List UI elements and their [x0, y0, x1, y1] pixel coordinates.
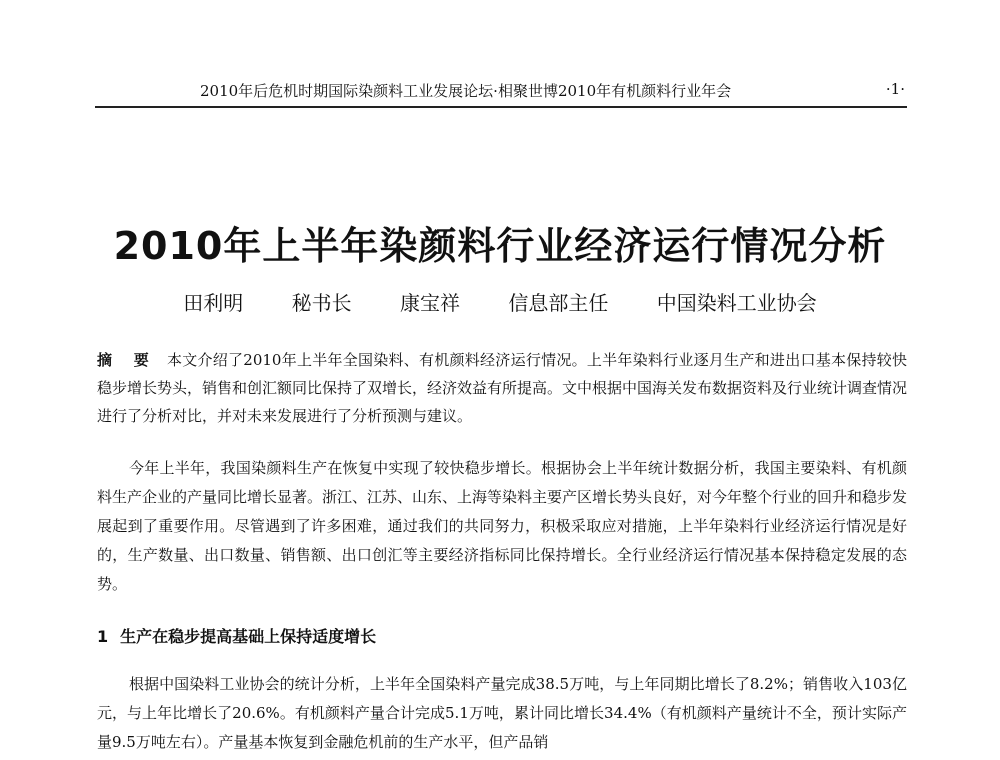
body-paragraph: 今年上半年，我国染颜料生产在恢复中实现了较快稳步增长。根据协会上半年统计数据分析，我国主要染料、有机颜料生产企业的产量同比增长显著。浙江、江苏、山东、上海等染料主要产区增长势头良好，对今年整个行业的回升和稳步发展起到了重要作用。尽管遇到了许多困难，通过我们的共同努力，积极采取应对措施，上半年染料行业经济运行情况是好的，生产数量、出口数量、销售额、出口创汇等主要经济指标同比保持增长。全行业经济运行情况基本保持稳定发展的态势。: [97, 459, 908, 593]
author-role: 秘书长: [291, 291, 352, 315]
author-line: [0, 287, 1000, 316]
section-number: 1: [97, 627, 109, 646]
running-title: 2010年后危机时期国际染颜料工业发展论坛·相聚世博2010年有机颜料行业年会: [200, 82, 732, 100]
section-title: 生产在稳步提高基础上保持适度增长: [120, 627, 377, 646]
body-paragraph: 根据中国染料工业协会的统计分析，上半年全国染料产量完成38.5万吨，与上年同期比增长了8.2%；销售收入103亿元，与上年比增长了20.6%。有机颜料产量合计完成5.1万吨，累计同比增长34.4%（有机颜料产量统计不全，预计实际产量9.5万吨左右）。产量基本恢复到金融危机前的生产水平，但产品销: [97, 675, 907, 751]
page-number: ·1·: [885, 80, 905, 98]
abstract-label: 摘 要: [97, 351, 157, 369]
abstract: [97, 346, 907, 430]
section-heading: [97, 624, 376, 647]
running-header: [95, 76, 907, 108]
article-title: 2010年上半年染颜料行业经济运行情况分析: [113, 224, 887, 268]
author-role: 信息部主任: [508, 291, 609, 315]
author-affiliation: 中国染料工业协会: [656, 291, 817, 315]
author-name: 田利明: [183, 291, 244, 315]
abstract-text: 本文介绍了2010年上半年全国染料、有机颜料经济运行情况。上半年染料行业逐月生产和进出口基本保持较快稳步增长势头，销售和创汇额同比保持了双增长，经济效益有所提高。文中根据中国海关发布数据资料及行业统计调查情况进行了分析对比，并对未来发展进行了分析预测与建议。: [97, 351, 908, 425]
author-name: 康宝祥: [400, 291, 460, 315]
